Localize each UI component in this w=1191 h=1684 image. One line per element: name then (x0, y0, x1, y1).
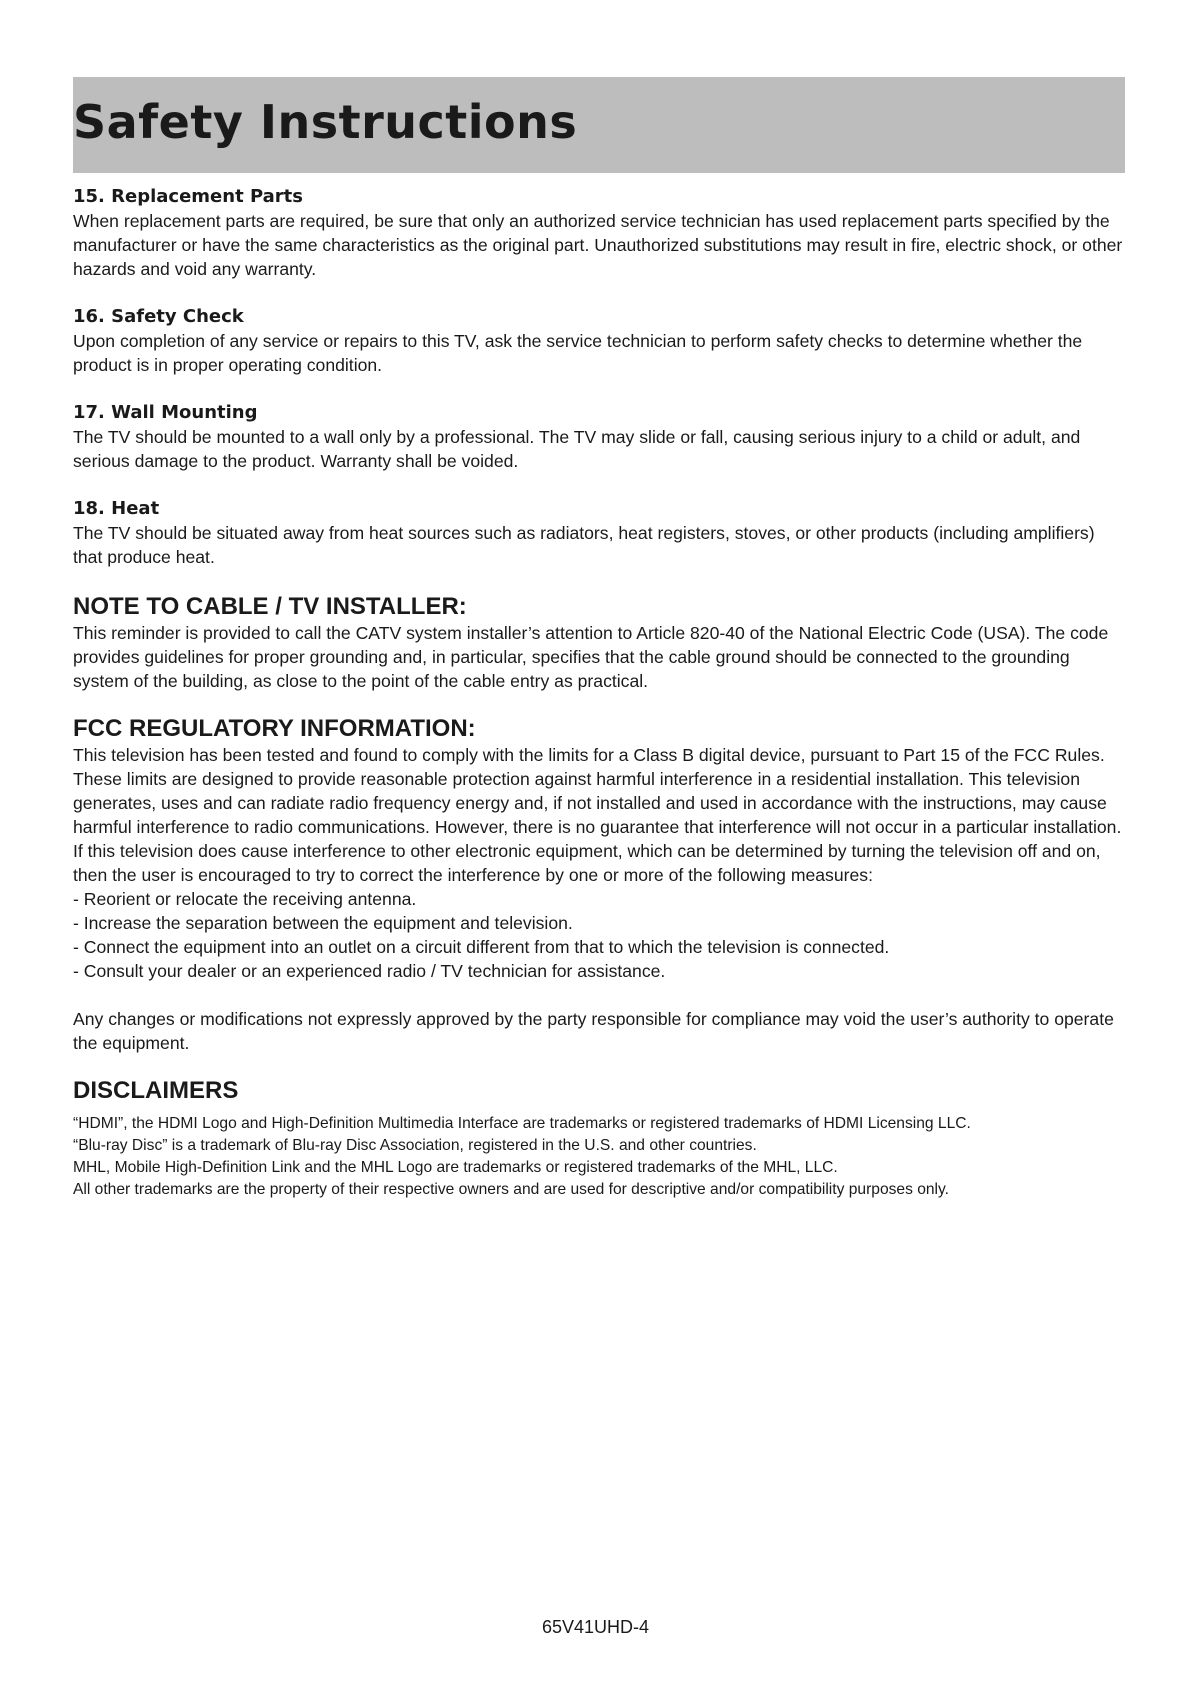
list-item: - Connect the equipment into an outlet on a circuit different from that to which the television is connected. (73, 937, 890, 957)
list-item: - Increase the separation between the equipment and television. (73, 913, 573, 933)
disclaimer-line: MHL, Mobile High-Definition Link and the MHL Logo are trademarks or registered trademarks of the MHL, LLC. (73, 1159, 838, 1176)
disclaimer-line: “HDMI”, the HDMI Logo and High-Definition Multimedia Interface are trademarks or registered trademarks of HDMI Licensing LLC. (73, 1115, 971, 1132)
section-heading: 15. Replacement Parts (73, 186, 304, 207)
section-heading: 17. Wall Mounting (73, 402, 258, 423)
section-replacement-parts (73, 185, 1125, 281)
installer-note (73, 593, 1125, 693)
section-heading: 16. Safety Check (73, 306, 244, 327)
disclaimer-line: All other trademarks are the property of their respective owners and are used for descriptive and/or compatibility purposes only. (73, 1181, 949, 1198)
disclaimers-heading: DISCLAIMERS (73, 1077, 239, 1104)
fcc-changes-note: Any changes or modifications not expressly approved by the party responsible for compliance may void the user’s authority to operate the equipment. (73, 1009, 1114, 1053)
section-body: The TV should be situated away from heat sources such as radiators, heat registers, stoves, or other products (including amplifiers) that produce heat. (73, 523, 1095, 567)
section-body: The TV should be mounted to a wall only by a professional. The TV may slide or fall, causing serious injury to a child or adult, and serious damage to the product. Warranty shall be voided. (73, 427, 1081, 471)
document-page (73, 77, 1125, 1201)
section-heat (73, 497, 1125, 569)
fcc-information (73, 715, 1125, 1055)
disclaimers (73, 1077, 1125, 1201)
content (73, 173, 1125, 1201)
fcc-body: This television has been tested and found to comply with the limits for a Class B digital device, pursuant to Part 15 of the FCC Rules. These limits are designed to provide reasonable protection against harmful interference in a residential installation. This television generates, uses and can radiate radio frequency energy and, if not installed and used in accordance with the instructions, may cause harmful interference to radio communications. However, there is no guarantee that interference will not occur in a particular installation. If this television does cause interference to other electronic equipment, which can be determined by turning the television off and on, then the user is encouraged to try to correct the interference by one or more of the following measures: (73, 745, 1122, 885)
list-item: - Consult your dealer or an experienced radio / TV technician for assistance. (73, 961, 666, 981)
page-title: Safety Instructions (73, 95, 578, 149)
fcc-heading: FCC REGULATORY INFORMATION: (73, 715, 476, 742)
section-body: When replacement parts are required, be sure that only an authorized service technician has used replacement parts specified by the manufacturer or have the same characteristics as the original part. Unauthorized substitutions may result in fire, electric shock, or other hazards and void any warranty. (73, 211, 1123, 279)
page-footer: 65V41UHD-4 (541, 1617, 650, 1637)
disclaimer-line: “Blu-ray Disc” is a trademark of Blu-ray Disc Association, registered in the U.S. and other countries. (73, 1137, 757, 1154)
section-safety-check (73, 305, 1125, 377)
section-body: Upon completion of any service or repairs to this TV, ask the service technician to perform safety checks to determine whether the product is in proper operating condition. (73, 331, 1083, 375)
installer-note-heading: NOTE TO CABLE / TV INSTALLER: (73, 593, 467, 620)
fcc-measures-list (73, 887, 1125, 983)
section-heading: 18. Heat (73, 498, 160, 519)
list-item: - Reorient or relocate the receiving antenna. (73, 889, 417, 909)
title-bar (73, 77, 1125, 173)
section-wall-mounting (73, 401, 1125, 473)
installer-note-body: This reminder is provided to call the CATV system installer’s attention to Article 820-40 of the National Electric Code (USA). The code provides guidelines for proper grounding and, in particular, specifies that the cable ground should be connected to the grounding system of the building, as close to the point of the cable entry as practical. (73, 623, 1109, 691)
